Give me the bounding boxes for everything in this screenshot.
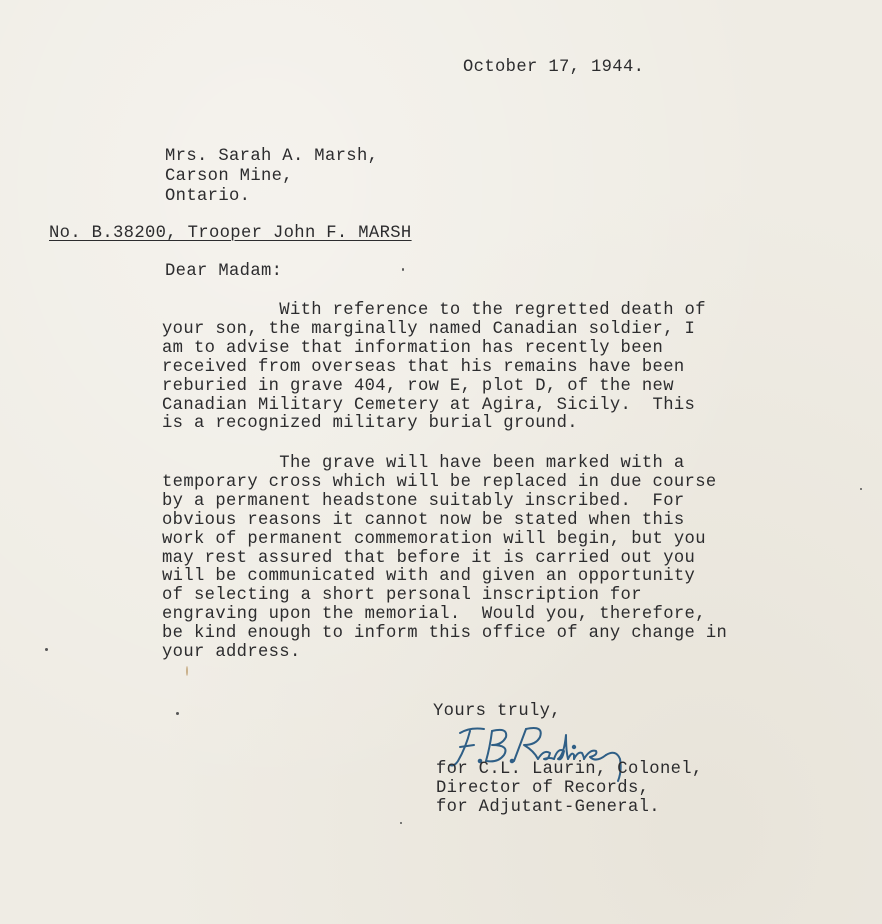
paragraph-line: temporary cross which will be replaced in due course [162,472,717,492]
recipient-province: Ontario. [165,187,251,206]
paper-speck [186,666,188,676]
paper-speck [402,268,404,271]
paragraph-line: With reference to the regretted death of [162,301,706,320]
paper-speck [45,648,48,651]
paragraph-line: The grave will have been marked with a [162,454,685,473]
paper-speck [400,822,402,824]
paragraph-line: be kind enough to inform this office of any change in [162,624,728,644]
body-paragraph-2 [162,455,802,663]
signature-block-title: Director of Records, [436,779,650,798]
paragraph-line: your address. [162,643,301,663]
paragraph-line: is a recognized military burial ground. [162,414,578,434]
paragraph-line: will be communicated with and given an opportunity [162,567,696,587]
paragraph-line: engraving upon the memorial. Would you, therefore, [162,605,706,625]
salutation: Dear Madam: [165,262,283,281]
paragraph-line: reburied in grave 404, row E, plot D, of the new [162,376,674,396]
paragraph-line: am to advise that information has recently been [162,338,664,358]
paragraph-line: by a permanent headstone suitably inscribed. For [162,491,685,511]
recipient-name: Mrs. Sarah A. Marsh, [165,147,379,166]
signature-block-line: for C.L. Laurin, Colonel, [436,760,703,779]
body-paragraph-1 [162,302,802,434]
signature-block-office: for Adjutant-General. [436,798,660,817]
paragraph-line: may rest assured that before it is carried out you [162,548,696,568]
paragraph-line: your son, the marginally named Canadian soldier, I [162,319,696,339]
complimentary-closing: Yours truly, [433,702,561,721]
letter-date: October 17, 1944. [463,58,645,77]
paper-speck [176,712,179,715]
paper-speck [860,488,862,490]
paragraph-line: obvious reasons it cannot now be stated when this [162,510,685,530]
subject-line: No. B.38200, Trooper John F. MARSH [49,224,412,243]
paragraph-line: received from overseas that his remains have been [162,357,685,377]
paragraph-line: of selecting a short personal inscription for [162,586,642,606]
recipient-address-line: Carson Mine, [165,167,293,186]
paragraph-line: Canadian Military Cemetery at Agira, Sicily. This [162,395,696,415]
paragraph-line: work of permanent commemoration will begin, but you [162,529,706,549]
